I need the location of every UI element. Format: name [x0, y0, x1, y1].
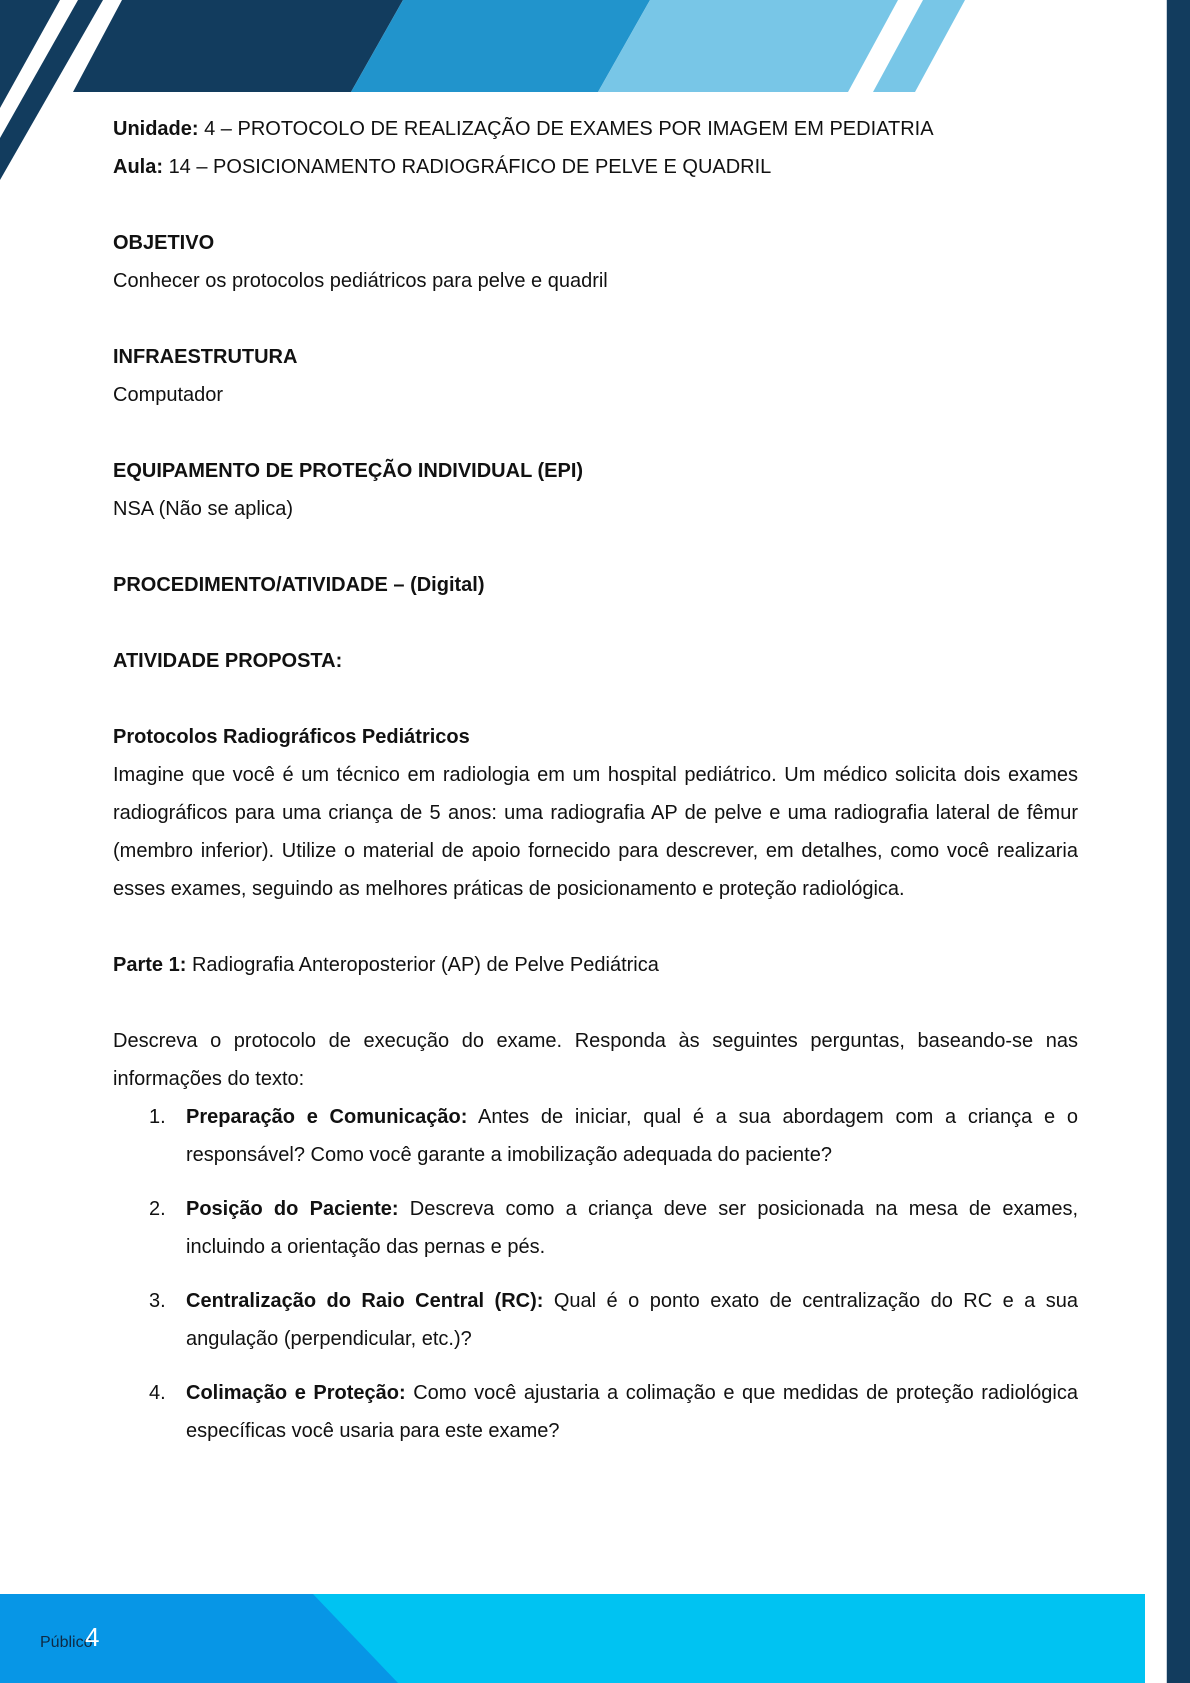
ppe-text: NSA (Não se aplica) [113, 498, 294, 520]
question-list [113, 1098, 1078, 1450]
objective-text: Conhecer os protocolos pediátricos para pelve e quadril [113, 270, 608, 292]
question-item [113, 1190, 1078, 1266]
question-number: 3. [149, 1290, 166, 1312]
question-number: 1. [149, 1106, 166, 1128]
question-text: Antes de iniciar, qual é a sua abordagem com a criança e o responsável? Como você garante a imobilização adequada do paciente? [186, 1106, 1079, 1166]
part1-title: Radiografia Anteroposterior (AP) de Pelve Pediátrica [191, 954, 659, 976]
question-number: 4. [149, 1382, 166, 1404]
protocols-heading: Protocolos Radiográficos Pediátricos [113, 726, 470, 748]
objective-heading: OBJETIVO [113, 232, 215, 254]
footer-band [0, 1594, 1145, 1683]
unit-line [113, 110, 1078, 148]
infrastructure-heading: INFRAESTRUTURA [113, 346, 298, 368]
question-text: Qual é o ponto exato de centralização do RC e a sua angulação (perpendicular, etc.)? [186, 1290, 1078, 1350]
question-item [113, 1282, 1078, 1358]
classification-label: Público [40, 1634, 93, 1651]
lesson-value: 14 – POSICIONAMENTO RADIOGRÁFICO DE PELVE E QUADRIL [168, 156, 772, 178]
ppe-heading: EQUIPAMENTO DE PROTEÇÃO INDIVIDUAL (EPI) [113, 460, 584, 482]
question-text: Descreva como a criança deve ser posicionada na mesa de exames, incluindo a orientação das pernas e pés. [186, 1198, 1078, 1258]
question-item [113, 1374, 1078, 1450]
question-item [113, 1098, 1078, 1174]
footer-decoration [0, 1594, 1145, 1683]
part1-intro: Descreva o protocolo de execução do exame. Responda às seguintes perguntas, baseando-se nas informações do texto: [113, 1030, 1078, 1090]
header-band-light-blue [598, 0, 898, 92]
header-band-medium-blue [351, 0, 650, 92]
proposed-activity-heading: ATIVIDADE PROPOSTA: [113, 650, 343, 672]
protocols-text: Imagine que você é um técnico em radiologia em um hospital pediátrico. Um médico solicita dois exames radiográficos para uma criança de 5 anos: uma radiografia AP de pelve e uma radiografia lateral de fêmur (membro inferior). Utilize o material de apoio fornecido para descrever, em detalhes, como você realizaria esses exames, seguindo as melhores práticas de posicionamento e proteção radiológica. [113, 764, 1078, 900]
infrastructure-text: Computador [113, 384, 224, 406]
question-heading: Posição do Paciente: [186, 1198, 399, 1220]
lesson-line [113, 148, 1078, 186]
right-side-bar [1166, 0, 1190, 1683]
part1-line [113, 946, 1078, 984]
unit-label: Unidade: [113, 118, 199, 140]
question-number: 2. [149, 1198, 166, 1220]
question-text: Como você ajustaria a colimação e que medidas de proteção radiológica específicas você usaria para este exame? [186, 1382, 1078, 1442]
part1-label: Parte 1: [113, 954, 187, 976]
document-body [113, 110, 1078, 1466]
question-heading: Centralização do Raio Central (RC): [186, 1290, 544, 1312]
page-number: 4 [85, 1622, 100, 1652]
question-heading: Colimação e Proteção: [186, 1382, 406, 1404]
lesson-label: Aula: [113, 156, 163, 178]
question-heading: Preparação e Comunicação: [186, 1106, 468, 1128]
unit-value: 4 – PROTOCOLO DE REALIZAÇÃO DE EXAMES POR IMAGEM EM PEDIATRIA [204, 118, 934, 140]
procedure-heading: PROCEDIMENTO/ATIVIDADE – (Digital) [113, 574, 485, 596]
header-band-navy [73, 0, 403, 92]
